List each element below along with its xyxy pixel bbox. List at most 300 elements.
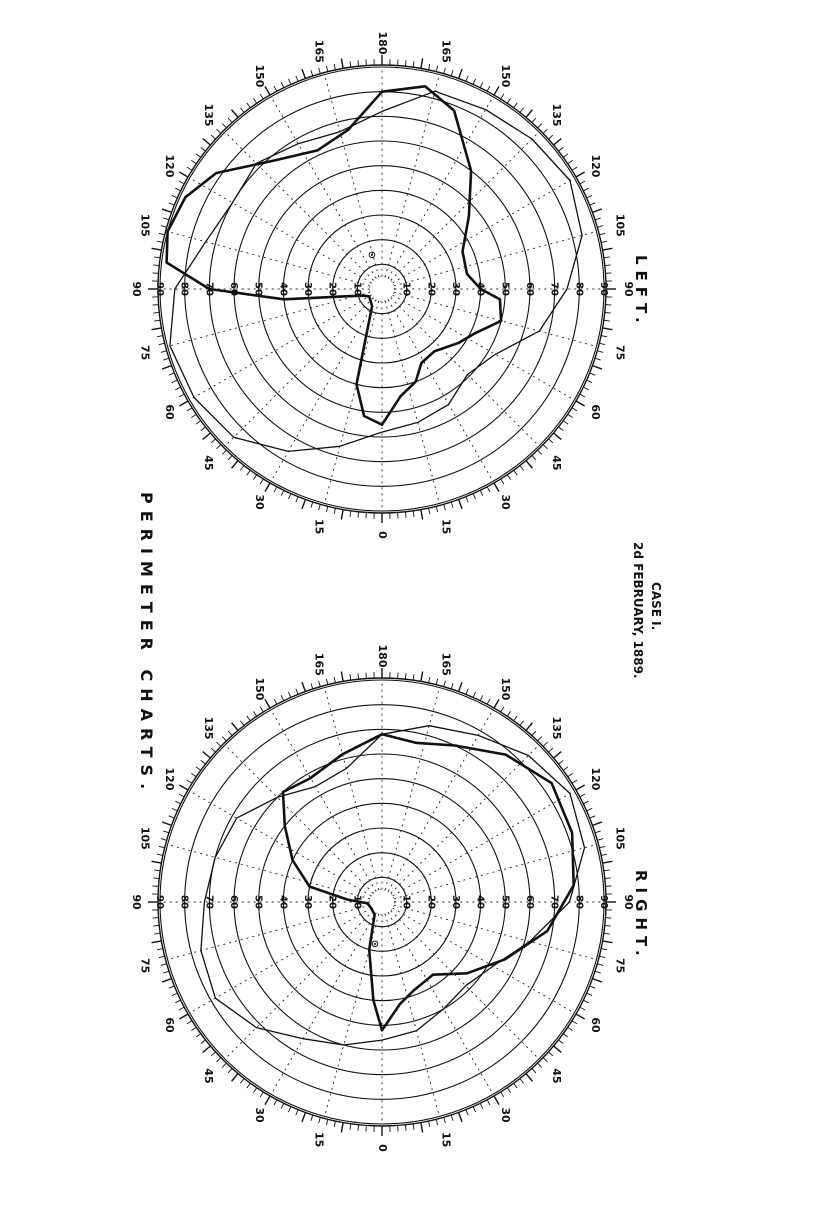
right-scale-tick — [274, 1100, 277, 1105]
right-scale-tick — [526, 1074, 532, 1082]
left-scale-tick — [559, 147, 564, 151]
right-scale-tick — [604, 933, 610, 934]
right-scale-tick — [179, 1007, 184, 1010]
left-scale-tick — [341, 59, 343, 69]
right-scale-tick — [603, 861, 613, 863]
left-scale-tick — [281, 82, 284, 87]
right-eye-perimeter-chart — [130, 645, 635, 1153]
right-scale-tick — [157, 854, 163, 855]
right-scale-tick — [288, 692, 290, 697]
left-series-outer-field — [170, 91, 585, 451]
right-scale-tick — [203, 752, 211, 758]
right-scale-tick — [451, 1115, 453, 1121]
left-scale-tick — [583, 387, 588, 390]
case-title: CASE I. — [649, 582, 663, 631]
left-scale-tick — [179, 172, 188, 177]
left-scale-tick — [196, 154, 201, 158]
right-scale-tick — [326, 679, 327, 685]
left-scale-tick — [232, 110, 238, 118]
right-scale-tick — [436, 1119, 437, 1125]
right-scale-tick — [413, 1124, 414, 1130]
left-scale-tick — [587, 380, 592, 382]
right-scale-tick — [583, 1000, 588, 1003]
right-ring-label: 10 — [400, 895, 412, 909]
right-ring-label: 80 — [178, 895, 190, 909]
left-scale-tick — [240, 466, 244, 471]
left-scale-tick — [172, 195, 177, 197]
left-scale-tick — [473, 494, 475, 499]
right-scale-tick — [191, 1027, 196, 1030]
right-scale-tick — [501, 707, 504, 712]
right-scale-tick — [154, 870, 160, 871]
right-scale-tick — [583, 801, 588, 804]
left-scale-tick — [253, 475, 256, 480]
right-scale-tick — [302, 1112, 305, 1121]
left-scale-tick — [576, 172, 585, 177]
left-scale-tick — [451, 502, 453, 508]
right-scale-tick — [211, 1052, 215, 1056]
right-meridian-label: 30 — [253, 1107, 266, 1123]
right-scale-tick — [203, 1046, 211, 1052]
left-scale-tick — [548, 439, 552, 443]
left-meridian-line — [271, 97, 376, 279]
left-scale-tick — [526, 461, 532, 469]
left-scale-tick — [358, 512, 359, 518]
left-meridian-line — [190, 178, 372, 283]
left-scale-tick — [247, 103, 251, 108]
right-scale-tick — [429, 677, 430, 683]
right-scale-tick — [568, 1027, 573, 1030]
left-scale-tick — [597, 351, 603, 353]
right-scale-tick — [466, 1110, 468, 1116]
left-scale-tick — [211, 439, 215, 443]
left-meridian-label: 135 — [549, 103, 563, 127]
right-scale-tick — [260, 707, 263, 712]
right-scale-tick — [311, 683, 313, 689]
right-scale-tick — [247, 1083, 251, 1088]
left-meridian-label: 60 — [589, 404, 603, 420]
right-series-restricted-field — [283, 734, 574, 1030]
left-scale-tick — [466, 76, 468, 82]
left-scale-tick — [501, 94, 504, 99]
left-scale-tick — [311, 70, 313, 76]
left-scale-tick — [162, 366, 171, 369]
left-meridian-label: 15 — [312, 518, 326, 535]
left-scale-tick — [311, 502, 313, 508]
right-scale-tick — [179, 1014, 188, 1019]
left-scale-tick — [159, 233, 165, 234]
right-scale-tick — [163, 971, 169, 973]
left-ring-label: 70 — [203, 282, 215, 296]
left-scale-tick — [161, 351, 167, 353]
right-scale-tick — [247, 716, 251, 721]
left-meridian-line — [393, 178, 575, 283]
left-scale-tick — [405, 512, 406, 518]
right-meridian-label: 180 — [376, 644, 389, 668]
left-scale-tick — [203, 433, 211, 439]
left-scale-tick — [601, 336, 607, 337]
left-scale-tick — [520, 108, 524, 113]
left-scale-tick — [217, 129, 221, 133]
left-scale-tick — [605, 265, 611, 266]
right-scale-tick — [232, 723, 238, 731]
right-ring-label: 60 — [524, 895, 535, 909]
left-chart-title: LEFT. — [632, 255, 650, 329]
right-scale-tick — [152, 861, 162, 863]
right-scale-tick — [302, 682, 305, 691]
left-meridian-label: 135 — [202, 103, 216, 127]
right-scale-tick — [587, 808, 592, 810]
left-meridian-label: 30 — [253, 494, 266, 510]
right-scale-tick — [228, 731, 232, 735]
right-scale-tick — [576, 1014, 585, 1019]
right-scale-tick — [240, 1079, 244, 1084]
right-meridian-label: 150 — [253, 677, 266, 701]
right-scale-tick — [580, 794, 585, 797]
right-scale-tick — [526, 723, 532, 731]
right-scale-tick — [580, 1007, 585, 1010]
right-ring-label: 40 — [277, 895, 289, 909]
left-scale-tick — [592, 366, 601, 369]
left-ring-label: 10 — [400, 282, 412, 296]
left-scale-tick — [590, 203, 596, 205]
left-scale-tick — [520, 466, 524, 471]
right-meridian-label: 90 — [130, 894, 143, 910]
right-scale-tick — [161, 964, 167, 966]
left-scale-tick — [350, 61, 351, 67]
right-scale-tick — [548, 1052, 552, 1056]
left-scale-tick — [480, 82, 483, 87]
left-scale-tick — [169, 373, 175, 375]
left-scale-tick — [604, 257, 610, 258]
left-scale-tick — [201, 147, 206, 151]
left-scale-tick — [153, 265, 159, 266]
left-scale-tick — [296, 497, 298, 503]
left-meridian-label: 150 — [253, 64, 266, 88]
left-scale-tick — [494, 483, 499, 492]
right-scale-tick — [232, 1074, 238, 1082]
left-eye-perimeter-chart — [130, 32, 635, 540]
right-meridian-label: 45 — [202, 1068, 216, 1084]
right-scale-tick — [459, 682, 462, 691]
right-ring-label: 70 — [203, 895, 215, 909]
right-meridian-label: 75 — [138, 958, 152, 974]
right-scale-tick — [466, 689, 468, 695]
left-scale-tick — [444, 504, 446, 510]
right-scale-tick — [201, 760, 206, 764]
right-scale-tick — [191, 773, 196, 776]
right-scale-tick — [326, 1119, 327, 1125]
left-ring-label: 40 — [277, 282, 289, 296]
right-scale-tick — [179, 794, 184, 797]
right-scale-tick — [196, 767, 201, 771]
left-scale-tick — [191, 414, 196, 417]
left-scale-tick — [196, 421, 201, 425]
right-scale-tick — [507, 711, 510, 716]
right-scale-tick — [459, 1112, 462, 1121]
left-scale-tick — [240, 108, 244, 113]
left-meridian-label: 30 — [499, 494, 512, 510]
right-scale-tick — [592, 979, 601, 982]
left-scale-tick — [260, 94, 263, 99]
right-scale-tick — [334, 1121, 335, 1127]
right-scale-tick — [217, 742, 221, 746]
left-scale-tick — [554, 433, 562, 439]
left-blind-spot-marker: ⊙ — [367, 250, 377, 261]
left-scale-tick — [599, 233, 605, 234]
right-scale-tick — [179, 785, 188, 790]
left-scale-tick — [222, 450, 226, 454]
left-ring-label: 80 — [573, 282, 585, 296]
right-scale-tick — [590, 816, 596, 818]
right-scale-tick — [603, 941, 613, 943]
left-scale-tick — [153, 312, 159, 313]
right-scale-tick — [281, 1103, 284, 1108]
left-scale-tick — [413, 511, 414, 517]
right-scale-tick — [543, 1058, 547, 1062]
right-scale-tick — [507, 1088, 510, 1093]
right-scale-tick — [601, 854, 607, 855]
left-scale-tick — [532, 118, 536, 122]
right-scale-tick — [159, 846, 165, 847]
right-chart-ring-labels — [154, 895, 609, 909]
right-ring-label: 90 — [154, 895, 165, 909]
left-ring-label: 60 — [228, 282, 239, 296]
right-meridian-label: 15 — [312, 1131, 326, 1148]
right-scale-tick — [157, 949, 163, 950]
left-meridian-line — [190, 295, 372, 400]
right-meridian-label: 105 — [138, 826, 152, 850]
left-meridian-line — [271, 300, 376, 482]
left-meridian-label: 90 — [622, 281, 635, 297]
left-chart-grid — [160, 67, 604, 511]
right-ring-label: 30 — [450, 895, 461, 909]
left-scale-tick — [538, 450, 542, 454]
left-meridian-label: 105 — [138, 213, 152, 237]
right-scale-tick — [487, 699, 490, 704]
right-scale-tick — [296, 689, 298, 695]
left-scale-tick — [187, 167, 192, 170]
right-scale-tick — [296, 1110, 298, 1116]
left-scale-tick — [175, 387, 180, 390]
right-scale-tick — [159, 956, 165, 957]
right-meridian-label: 45 — [549, 1068, 563, 1084]
left-meridian-label: 150 — [499, 64, 512, 88]
left-scale-tick — [247, 470, 251, 475]
right-meridian-label: 0 — [376, 1144, 389, 1152]
right-meridian-line — [271, 913, 376, 1095]
left-ring-label: 20 — [425, 282, 437, 296]
left-scale-tick — [554, 139, 562, 145]
right-scale-tick — [334, 677, 335, 683]
right-scale-tick — [350, 674, 351, 680]
right-scale-tick — [480, 695, 483, 700]
left-ring-label: 50 — [252, 282, 264, 296]
right-meridian-line — [388, 913, 493, 1095]
right-scale-tick — [350, 1124, 351, 1130]
left-scale-tick — [473, 79, 475, 84]
right-scale-tick — [162, 822, 171, 825]
left-scale-tick — [543, 445, 547, 449]
right-scale-tick — [175, 801, 180, 804]
left-ring-label: 30 — [302, 282, 313, 296]
right-ring-label: 80 — [573, 895, 585, 909]
left-meridian-label: 75 — [613, 345, 627, 361]
right-meridian-label: 60 — [589, 1017, 603, 1033]
left-scale-tick — [222, 124, 226, 128]
right-scale-tick — [162, 979, 171, 982]
right-scale-tick — [211, 748, 215, 752]
left-scale-tick — [350, 511, 351, 517]
left-scale-tick — [597, 226, 603, 228]
right-scale-tick — [563, 767, 568, 771]
right-scale-tick — [451, 683, 453, 689]
case-date: 2d FEBRUARY, 1889. — [631, 542, 645, 679]
right-scale-tick — [514, 1083, 518, 1088]
right-scale-tick — [240, 721, 244, 726]
left-scale-tick — [288, 79, 290, 84]
left-scale-tick — [413, 61, 414, 67]
right-scale-tick — [169, 816, 175, 818]
right-chart-series — [201, 726, 585, 1045]
left-scale-tick — [429, 508, 430, 514]
right-scale-tick — [288, 1107, 290, 1112]
right-meridian-line — [388, 710, 493, 892]
right-meridian-label: 135 — [549, 716, 563, 740]
left-ring-label: 90 — [154, 282, 165, 296]
left-meridian-line — [393, 295, 575, 400]
right-ring-label: 50 — [252, 895, 264, 909]
right-meridian-line — [190, 791, 372, 896]
right-scale-tick — [405, 673, 406, 679]
left-scale-tick — [326, 506, 327, 512]
left-scale-tick — [514, 103, 518, 108]
right-ring-label: 90 — [598, 895, 609, 909]
right-scale-tick — [311, 1115, 313, 1121]
left-scale-tick — [302, 69, 305, 78]
left-scale-tick — [559, 427, 564, 431]
right-scale-tick — [341, 1123, 343, 1133]
left-scale-tick — [161, 226, 167, 228]
left-scale-tick — [590, 373, 596, 375]
right-scale-tick — [538, 1063, 542, 1067]
right-scale-tick — [358, 673, 359, 679]
left-meridian-line — [388, 97, 493, 279]
left-meridian-label: 60 — [162, 404, 176, 420]
left-scale-tick — [154, 320, 160, 321]
left-scale-tick — [232, 461, 238, 469]
right-meridian-line — [393, 791, 575, 896]
right-meridian-line — [225, 911, 373, 1059]
right-scale-tick — [532, 731, 536, 735]
left-scale-tick — [603, 248, 613, 250]
left-scale-tick — [187, 408, 192, 411]
left-scale-tick — [601, 241, 607, 242]
left-ring-label: 70 — [548, 282, 560, 296]
left-scale-tick — [157, 241, 163, 242]
left-scale-tick — [595, 218, 601, 220]
left-scale-tick — [334, 64, 335, 70]
right-meridian-label: 135 — [202, 716, 216, 740]
right-scale-tick — [563, 1034, 568, 1038]
left-scale-tick — [451, 70, 453, 76]
left-meridian-label: 90 — [130, 281, 143, 297]
left-scale-tick — [429, 64, 430, 70]
left-scale-tick — [172, 380, 177, 382]
right-scale-tick — [559, 760, 564, 764]
left-scale-tick — [302, 499, 305, 508]
right-scale-tick — [421, 672, 423, 682]
left-scale-tick — [296, 76, 298, 82]
left-scale-tick — [580, 181, 585, 184]
right-scale-tick — [265, 1096, 270, 1105]
left-scale-tick — [576, 401, 585, 406]
right-scale-tick — [153, 878, 159, 879]
left-scale-tick — [203, 139, 211, 145]
left-scale-tick — [341, 510, 343, 520]
right-scale-tick — [358, 1125, 359, 1131]
left-scale-tick — [436, 506, 437, 512]
right-scale-tick — [172, 808, 177, 810]
left-scale-tick — [487, 487, 490, 492]
left-scale-tick — [228, 118, 232, 122]
right-scale-tick — [201, 1040, 206, 1044]
left-scale-tick — [587, 195, 592, 197]
right-meridian-label: 90 — [622, 894, 635, 910]
right-meridian-label: 120 — [589, 767, 603, 791]
left-scale-tick — [563, 421, 568, 425]
right-scale-tick — [572, 1021, 577, 1024]
right-ring-label: 40 — [474, 895, 486, 909]
left-meridian-label: 165 — [312, 39, 326, 63]
left-ring-label: 10 — [351, 282, 363, 296]
left-scale-tick — [157, 336, 163, 337]
right-scale-tick — [153, 925, 159, 926]
left-inner-dotted-ring — [370, 277, 395, 302]
right-scale-tick — [222, 1063, 226, 1067]
right-scale-tick — [568, 773, 573, 776]
left-scale-tick — [543, 129, 547, 133]
right-scale-tick — [319, 681, 321, 687]
right-blind-spot-marker: ⊙ — [370, 939, 380, 950]
left-scale-tick — [260, 479, 263, 484]
right-scale-tick — [597, 964, 603, 966]
right-meridian-line — [271, 710, 376, 892]
right-scale-tick — [436, 679, 437, 685]
left-meridian-label: 105 — [613, 213, 627, 237]
right-scale-tick — [554, 1046, 562, 1052]
right-scale-tick — [187, 780, 192, 783]
left-scale-tick — [228, 455, 232, 459]
right-scale-tick — [514, 716, 518, 721]
left-meridian-label: 45 — [549, 455, 563, 471]
left-scale-tick — [514, 470, 518, 475]
left-scale-tick — [421, 510, 423, 520]
left-scale-tick — [281, 490, 284, 495]
left-scale-tick — [179, 394, 184, 397]
left-scale-tick — [162, 209, 171, 212]
left-scale-tick — [568, 414, 573, 417]
right-meridian-label: 120 — [162, 767, 176, 791]
left-scale-tick — [580, 394, 585, 397]
left-scale-tick — [494, 86, 499, 95]
right-chart-title: RIGHT. — [632, 870, 650, 962]
left-scale-tick — [487, 86, 490, 91]
left-scale-tick — [334, 508, 335, 514]
left-scale-tick — [526, 110, 532, 118]
right-scale-tick — [532, 1068, 536, 1072]
right-meridian-line — [391, 911, 539, 1059]
